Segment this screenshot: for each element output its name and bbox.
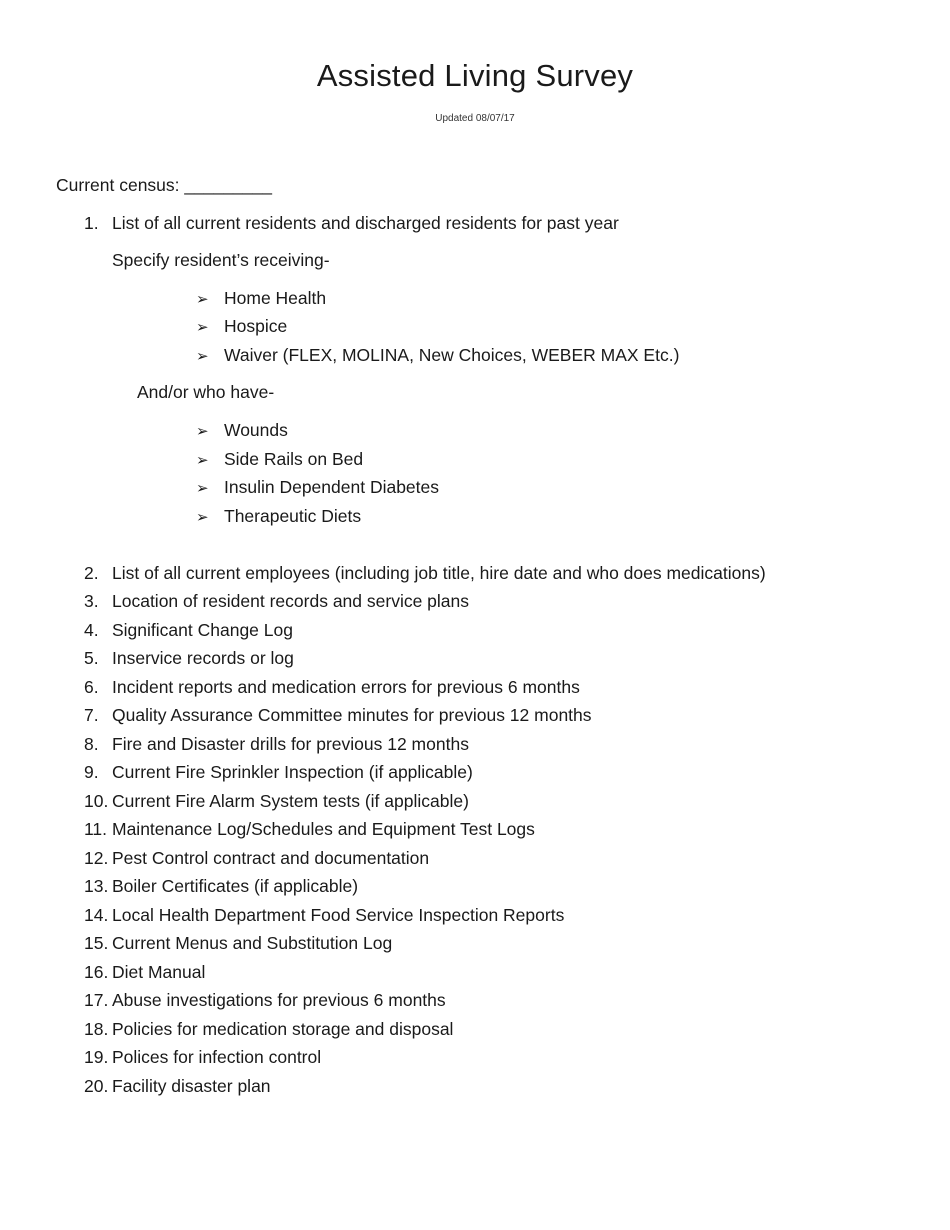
item-number: 5. xyxy=(84,648,99,668)
item-text: Fire and Disaster drills for previous 12 months xyxy=(112,734,469,754)
item-text: Boiler Certificates (if applicable) xyxy=(112,876,359,896)
item-text: Quality Assurance Committee minutes for previous 12 months xyxy=(112,705,592,725)
item-text: Incident reports and medication errors for previous 6 months xyxy=(112,677,580,697)
item-number: 19. xyxy=(84,1047,109,1067)
page-title: Assisted Living Survey xyxy=(316,58,634,93)
item-number: 2. xyxy=(84,563,99,583)
updated-date: Updated 08/07/17 xyxy=(435,113,515,124)
arrow-bullet-icon: ➢ xyxy=(196,423,209,440)
item-text: Diet Manual xyxy=(112,962,206,982)
item-text: Maintenance Log/Schedules and Equipment Test Logs xyxy=(112,819,535,839)
item-number: 16. xyxy=(84,962,109,982)
item-number: 3. xyxy=(84,591,99,611)
item-text: Local Health Department Food Service Inspection Reports xyxy=(112,905,565,925)
bullet-text: Waiver (FLEX, MOLINA, New Choices, WEBER MAX Etc.) xyxy=(224,345,680,365)
bullet-text: Home Health xyxy=(224,288,327,308)
bullet-text: Hospice xyxy=(224,316,288,336)
item-text: Current Fire Alarm System tests (if applicable) xyxy=(112,791,469,811)
item-number: 20. xyxy=(84,1076,109,1096)
item-text: Inservice records or log xyxy=(112,648,294,668)
item-text: Policies for medication storage and disposal xyxy=(112,1019,454,1039)
arrow-bullet-icon: ➢ xyxy=(196,319,209,336)
census-label: Current census: _________ xyxy=(56,175,272,195)
arrow-bullet-icon: ➢ xyxy=(196,480,209,497)
item-number: 1. xyxy=(84,213,99,233)
item-text: Facility disaster plan xyxy=(112,1076,271,1096)
item-text: Current Menus and Substitution Log xyxy=(112,933,393,953)
item-text: List of all current residents and discharged residents for past year xyxy=(112,213,619,233)
item-number: 7. xyxy=(84,705,99,725)
item-text: Pest Control contract and documentation xyxy=(112,848,430,868)
item-text: Location of resident records and service plans xyxy=(112,591,470,611)
item-number: 18. xyxy=(84,1019,109,1039)
item-text: List of all current employees (including job title, hire date and who does medications) xyxy=(112,563,766,583)
item-text: Significant Change Log xyxy=(112,620,293,640)
item-number: 4. xyxy=(84,620,99,640)
receiving-label: Specify resident’s receiving- xyxy=(112,250,330,270)
item-number: 11. xyxy=(84,819,108,839)
item-number: 14. xyxy=(84,905,109,925)
arrow-bullet-icon: ➢ xyxy=(196,452,209,469)
item-number: 9. xyxy=(84,762,99,782)
bullet-text: Insulin Dependent Diabetes xyxy=(224,477,440,497)
arrow-bullet-icon: ➢ xyxy=(196,348,209,365)
bullet-text: Side Rails on Bed xyxy=(224,449,364,469)
have-label: And/or who have- xyxy=(137,382,275,402)
item-text: Current Fire Sprinkler Inspection (if applicable) xyxy=(112,762,473,782)
item-number: 17. xyxy=(84,990,109,1010)
arrow-bullet-icon: ➢ xyxy=(196,509,209,526)
item-number: 13. xyxy=(84,876,109,896)
item-number: 6. xyxy=(84,677,99,697)
arrow-bullet-icon: ➢ xyxy=(196,291,209,308)
item-text: Abuse investigations for previous 6 months xyxy=(112,990,446,1010)
item-number: 15. xyxy=(84,933,109,953)
bullet-text: Wounds xyxy=(224,420,288,440)
item-number: 10. xyxy=(84,791,109,811)
bullet-text: Therapeutic Diets xyxy=(224,506,362,526)
item-number: 8. xyxy=(84,734,99,754)
item-number: 12. xyxy=(84,848,109,868)
item-text: Polices for infection control xyxy=(112,1047,322,1067)
